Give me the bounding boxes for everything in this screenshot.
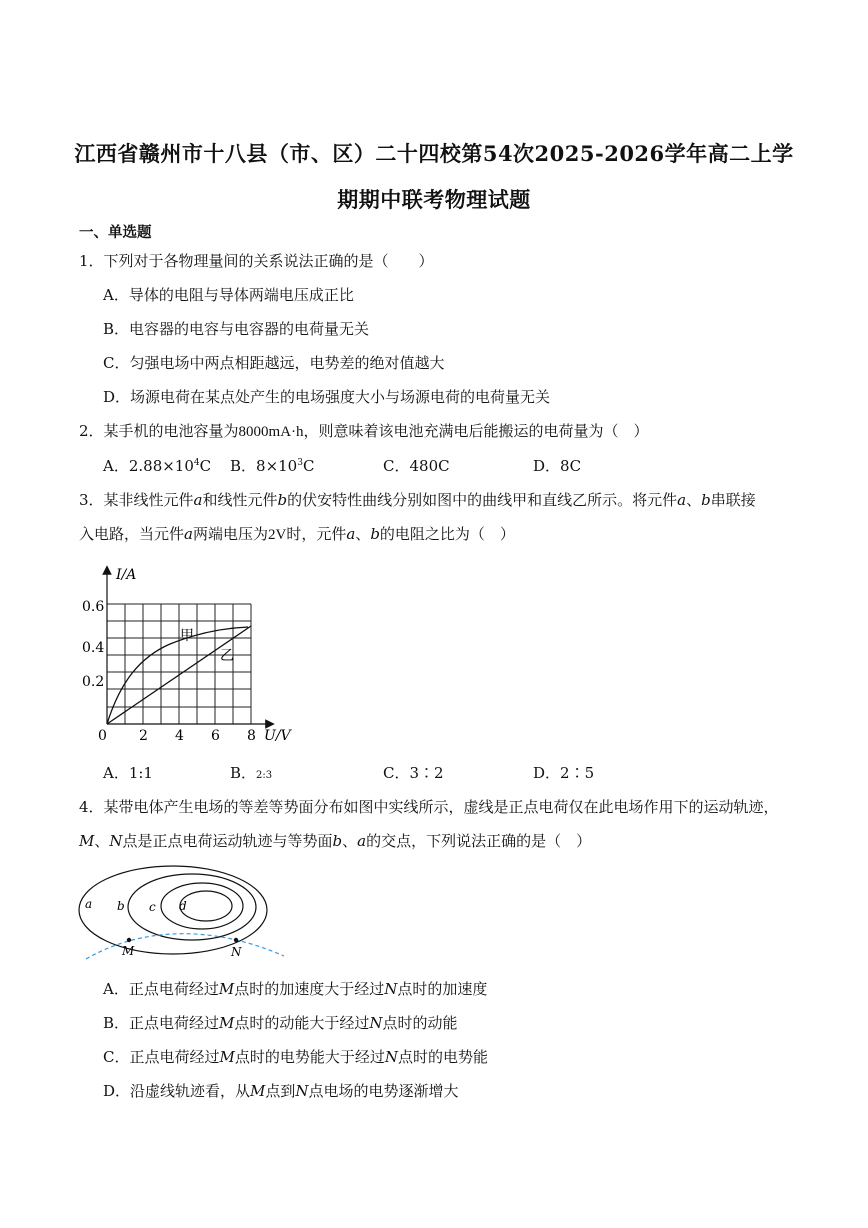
q4-text: 点时的加速度 (397, 980, 488, 998)
q3-text: 3．某非线性元件 (79, 491, 194, 509)
q2-stem (79, 420, 649, 441)
q2-option-a-unit: C (199, 457, 212, 475)
q3-text: 、 (355, 525, 371, 543)
q4-text: 点时的加速度大于经过 (234, 980, 385, 998)
q4-var-m: M (218, 980, 235, 998)
q4-text: 点电场的电势逐渐增大 (308, 1082, 459, 1100)
equipotential-diagram (76, 860, 286, 970)
label-m: M (122, 944, 135, 958)
line-yi-label: 乙 (220, 648, 234, 664)
q2-option-b (230, 455, 314, 476)
q4-text: B．正点电荷经过 (103, 1014, 220, 1032)
q4-text: 点是正点电荷运动轨迹与等势面 (122, 832, 333, 850)
q3-text: 的伏安特性曲线分别如图中的曲线甲和直线乙所示。将元件 (287, 491, 678, 509)
q4-text: 点到 (265, 1082, 296, 1100)
q4-var-n: N (109, 832, 123, 850)
q2-option-b-label: B． (230, 457, 257, 475)
q4-var-m: M (79, 832, 95, 850)
q2-stem-pre: 2．某手机的电池容量为 (79, 422, 239, 440)
q4-text: 的交点，下列说法正确的是（ ） (366, 832, 592, 850)
q4-text: A．正点电荷经过 (103, 980, 219, 998)
q4-var-n: N (384, 1048, 398, 1066)
q3-stem-line1 (79, 489, 756, 510)
trajectory (86, 934, 284, 959)
q4-var-n: N (384, 980, 398, 998)
q4-text: D．沿虚线轨迹看，从 (103, 1082, 251, 1100)
q4-var-n: N (295, 1082, 309, 1100)
q4-text: 点时的电势能 (397, 1048, 488, 1066)
q2-option-a-exp: 4 (193, 458, 200, 468)
q1-option-c: C．匀强电场中两点相距越远，电势差的绝对值越大 (103, 354, 445, 372)
point-m (127, 938, 131, 942)
q4-stem-line1: 4．某带电体产生电场的等差等势面分布如图中实线所示，虚线是正点电荷仅在此电场作用下的运动轨迹， (79, 798, 779, 816)
x-tick-2: 2 (139, 728, 148, 744)
q3-option-b (230, 762, 272, 783)
q3-var-a: a (677, 491, 687, 509)
q2-stem-post: ，则意味着该电池充满电后能搬运的电荷量为（ ） (303, 422, 649, 440)
q3-text: 、 (686, 491, 702, 509)
x-tick-6: 6 (211, 728, 220, 744)
q3-var-b: b (277, 491, 288, 509)
point-n (234, 938, 238, 942)
q4-var-m: M (250, 1082, 266, 1100)
q3-var-a: a (184, 525, 193, 543)
q3-var-a: a (193, 491, 203, 509)
exam-title-line1: 江西省赣州市十八县（市、区）二十四校第54次2025-2026学年高二上学 (74, 141, 794, 166)
x-tick-8: 8 (247, 728, 256, 744)
section-heading: 一、单选题 (79, 224, 152, 241)
q4-option-d (103, 1080, 459, 1101)
q2-option-b-base: 8×10 (256, 457, 298, 475)
exam-title-line2: 期期中联考物理试题 (337, 187, 531, 212)
q2-option-a-label: A． (103, 457, 129, 475)
origin-label: 0 (98, 728, 107, 744)
q3-var-b: b (370, 525, 380, 543)
y-tick-0.6: 0.6 (82, 599, 105, 615)
q4-var-m: M (219, 1014, 235, 1032)
label-d: d (179, 899, 187, 913)
q4-text: 、 (342, 832, 358, 850)
iv-characteristic-graph (80, 562, 310, 748)
q4-stem-line2 (79, 830, 591, 851)
q4-var-n: N (369, 1014, 383, 1032)
x-tick-4: 4 (175, 728, 184, 744)
q1-option-a: A．导体的电阻与导体两端电压成正比 (103, 286, 354, 304)
q3-option-a: A．1:1 (103, 764, 153, 782)
x-axis-label: U/V (264, 728, 291, 744)
q1-stem: 1．下列对于各物理量间的关系说法正确的是（ ） (79, 252, 434, 270)
equipotential-d (180, 891, 232, 921)
q4-option-b (103, 1012, 458, 1033)
q3-stem-line2 (79, 523, 515, 544)
q3-text: 的电阻之比为（ ） (379, 525, 515, 543)
q4-text: 、 (94, 832, 110, 850)
q3-option-d: D．2∶5 (533, 764, 595, 782)
q3-text: 和线性元件 (202, 491, 278, 509)
label-b: b (117, 899, 125, 913)
y-tick-0.4: 0.4 (82, 640, 105, 656)
q3-text: 时，元件 (286, 525, 347, 543)
q4-text: 点时的动能 (382, 1014, 458, 1032)
q2-option-a (103, 455, 211, 476)
label-n: N (231, 945, 242, 959)
q4-var-b: b (332, 832, 343, 850)
q3-text: 入电路，当元件 (79, 525, 185, 543)
q3-var-a: a (346, 525, 356, 543)
q2-option-b-exp: 3 (297, 458, 303, 468)
q3-voltage: 2V (267, 527, 287, 543)
q3-text: 两端电压为 (192, 525, 268, 543)
q2-option-d: D．8C (533, 457, 582, 475)
q4-var-a: a (357, 832, 367, 850)
q2-option-b-unit: C (302, 457, 315, 475)
q2-option-c: C．480C (383, 457, 450, 475)
q4-text: 点时的动能大于经过 (234, 1014, 370, 1032)
q2-capacity: 8000mA·h (238, 424, 304, 440)
q1-option-d: D．场源电荷在某点处产生的电场强度大小与场源电荷的电荷量无关 (103, 388, 551, 406)
q3-text: 串联接 (710, 491, 756, 509)
q4-option-c (103, 1046, 488, 1067)
label-a: a (85, 897, 93, 911)
graph-grid (107, 604, 251, 724)
q3-option-c: C．3∶2 (383, 764, 444, 782)
q4-option-a (103, 978, 487, 999)
equipotential-c (161, 883, 243, 929)
curve-jia-label: 甲 (180, 628, 194, 644)
q4-text: 点时的电势能大于经过 (234, 1048, 385, 1066)
q3-option-b-value: 2:3 (256, 770, 273, 781)
y-axis-label: I/A (116, 567, 137, 583)
q4-var-m: M (219, 1048, 235, 1066)
q3-option-b-label: B． (230, 764, 257, 782)
q3-var-b: b (701, 491, 711, 509)
label-c: c (149, 900, 156, 914)
y-tick-0.2: 0.2 (82, 674, 105, 690)
q1-option-b: B．电容器的电容与电容器的电荷量无关 (103, 320, 370, 338)
q4-text: C．正点电荷经过 (103, 1048, 220, 1066)
q2-option-a-base: 2.88×10 (128, 457, 194, 475)
